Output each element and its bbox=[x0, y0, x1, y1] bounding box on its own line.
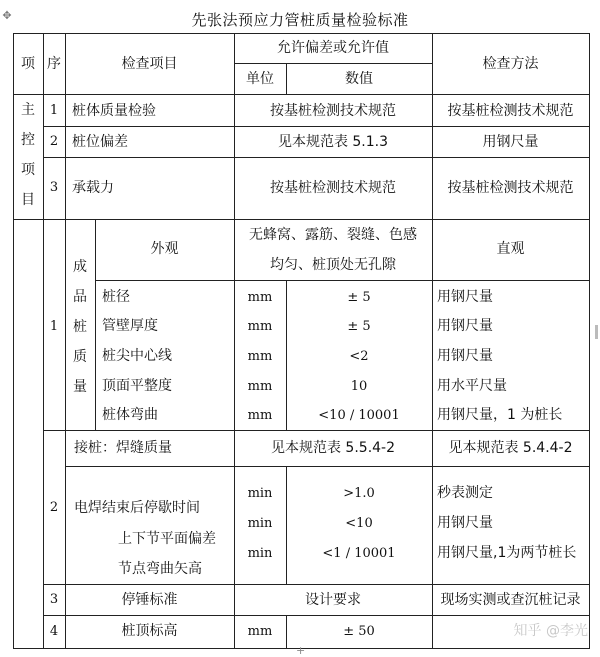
row-value: ± 50 bbox=[343, 624, 375, 639]
document-title: 先张法预应力管桩质量检验标准 bbox=[191, 11, 409, 29]
row-method: 直观 bbox=[496, 241, 525, 257]
row-method: 用钢尺量 bbox=[437, 318, 493, 334]
row-value: <1 / 10001 bbox=[322, 546, 396, 561]
row-seq: 1 bbox=[49, 319, 59, 334]
row-value: 见本规范表 5.1.3 bbox=[277, 134, 389, 150]
row-value: 无蜂窝、露筋、裂缝、色感 bbox=[249, 227, 417, 243]
row-value: 按基桩检测技术规范 bbox=[270, 103, 396, 119]
row-item: 桩径 bbox=[102, 289, 130, 305]
row-method: 用钢尺量 bbox=[437, 515, 493, 531]
sublabel-char: 量 bbox=[73, 379, 87, 395]
row-seq: 4 bbox=[49, 624, 59, 639]
sublabel-char: 质 bbox=[73, 349, 87, 365]
sublabel-char: 成 bbox=[73, 259, 87, 275]
row-seq: 3 bbox=[49, 592, 59, 607]
row-method: 秒表测定 bbox=[437, 485, 493, 501]
row-item: 上下节平面偏差 bbox=[118, 531, 216, 547]
row-value: ± 5 bbox=[347, 290, 371, 305]
row-unit: min bbox=[247, 486, 273, 501]
row-item: 桩位偏差 bbox=[72, 134, 128, 150]
row-seq: 2 bbox=[49, 134, 59, 149]
row-method: 用钢尺量 bbox=[482, 134, 539, 150]
row-value: >1.0 bbox=[343, 486, 375, 501]
row-unit: mm bbox=[247, 624, 273, 639]
row-item: 承载力 bbox=[72, 180, 114, 196]
row-value: 均匀、桩顶处无孔隙 bbox=[270, 257, 396, 273]
row-unit: mm bbox=[247, 408, 273, 423]
scroll-marker bbox=[595, 325, 598, 339]
sublabel-char: 桩 bbox=[73, 319, 87, 335]
row-item: 桩尖中心线 bbox=[102, 348, 172, 364]
row-seq: 3 bbox=[49, 180, 59, 195]
header-method: 检查方法 bbox=[482, 56, 539, 72]
row-item: 外观 bbox=[150, 241, 179, 257]
row-item: 顶面平整度 bbox=[102, 378, 172, 394]
row-value: <2 bbox=[349, 349, 369, 364]
row-seq: 1 bbox=[49, 103, 59, 118]
move-handle-icon[interactable]: ✥ bbox=[2, 9, 12, 22]
row-unit: min bbox=[247, 546, 273, 561]
header-value: 数值 bbox=[345, 71, 373, 87]
row-method: 按基桩检测技术规范 bbox=[447, 103, 574, 119]
header-item: 项 bbox=[21, 56, 35, 72]
header-check-item: 检查项目 bbox=[121, 56, 178, 72]
row-value: 见本规范表 5.5.4-2 bbox=[270, 440, 396, 456]
row-item: 电焊结束后停歇时间 bbox=[74, 500, 200, 516]
row-unit: mm bbox=[247, 349, 273, 364]
header-seq: 序 bbox=[47, 56, 61, 72]
main-group-label-char: 目 bbox=[21, 192, 35, 208]
header-allowance: 允许偏差或允许值 bbox=[277, 40, 389, 56]
row-value: <10 bbox=[345, 516, 373, 531]
row-value: 设计要求 bbox=[305, 592, 361, 608]
plus-icon[interactable]: + bbox=[296, 644, 306, 657]
row-item: 节点弯曲矢高 bbox=[118, 561, 202, 577]
row-method: 用水平尺量 bbox=[437, 378, 507, 394]
row-item: 管壁厚度 bbox=[102, 318, 158, 334]
row-method: 用钢尺量,1为两节桩长 bbox=[437, 545, 577, 561]
row-item: 桩顶标高 bbox=[121, 623, 178, 639]
row-method: 用钢尺量，1 为桩长 bbox=[437, 407, 563, 423]
row-unit: mm bbox=[247, 319, 273, 334]
row-method: 按基桩检测技术规范 bbox=[447, 180, 574, 196]
row-unit: mm bbox=[247, 379, 273, 394]
sublabel-char: 品 bbox=[73, 289, 87, 305]
row-item: 桩体质量检验 bbox=[72, 103, 156, 119]
main-group-label-char: 项 bbox=[21, 162, 35, 178]
row-method: 用钢尺量 bbox=[437, 289, 493, 305]
header-unit: 单位 bbox=[246, 71, 274, 87]
row-method: 见本规范表 5.4.4-2 bbox=[448, 440, 573, 456]
row-item: 桩体弯曲 bbox=[102, 407, 158, 423]
main-group-label-char: 控 bbox=[21, 132, 35, 148]
row-unit: min bbox=[247, 516, 273, 531]
row-value: <10 / 10001 bbox=[318, 408, 400, 423]
row-value: 按基桩检测技术规范 bbox=[270, 180, 396, 196]
row-item: 停锤标准 bbox=[121, 592, 178, 608]
row-item: 接桩：焊缝质量 bbox=[74, 440, 172, 456]
row-value: 10 bbox=[350, 379, 368, 394]
row-seq: 2 bbox=[49, 500, 59, 515]
row-unit: mm bbox=[247, 290, 273, 305]
row-method: 现场实测或查沉桩记录 bbox=[440, 592, 581, 608]
main-group-label-char: 主 bbox=[21, 102, 35, 118]
row-method: 用钢尺量 bbox=[437, 348, 493, 364]
row-value: ± 5 bbox=[347, 319, 371, 334]
watermark: 知乎 @李光 bbox=[513, 623, 588, 639]
